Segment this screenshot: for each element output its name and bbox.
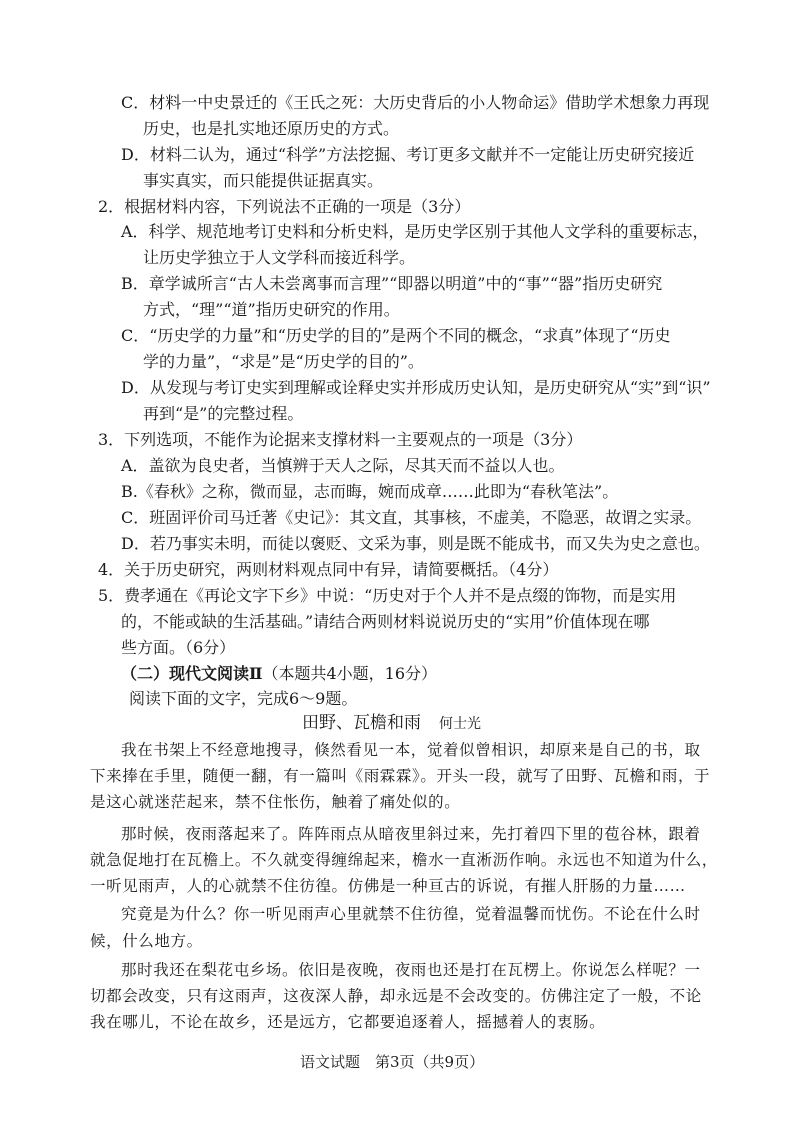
essay-line: 是这心就迷茫起来，禁不住怅伤，触着了痛处似的。 bbox=[90, 793, 461, 811]
essay-line: 候，什么地方。 bbox=[90, 932, 203, 950]
essay-line: 那时候，夜雨落起来了。阵阵雨点从暗夜里斜过来，先打着四下里的苞谷林，跟着 bbox=[121, 825, 701, 843]
section-heading bbox=[121, 664, 437, 684]
essay-title-row bbox=[302, 713, 481, 734]
q1-option-d-line2: 事实真实，而只能提供证据真实。 bbox=[143, 171, 384, 190]
q5-line1: 5．费孝通在《再论文字下乡》中说：“历史对于个人并不是点缀的饰物，而是实用 bbox=[98, 586, 677, 605]
q3-option-c: C．班固评价司马迁著《史记》：其文直，其事核，不虚美，不隐恶，故谓之实录。 bbox=[121, 508, 702, 527]
q3-option-d: D．若乃事实未明，而徒以褒贬、文采为事，则是既不能成书，而又失为史之意也。 bbox=[121, 534, 710, 553]
q2-stem: 2．根据材料内容，下列说法不正确的一项是（3分） bbox=[98, 197, 471, 216]
essay-line: 就急促地打在瓦檐上。不久就变得缠绵起来，檐水一直淅沥作响。永远也不知道为什么， bbox=[90, 851, 718, 869]
essay-line: 一听见雨声，人的心就禁不住彷徨。仿佛是一种亘古的诉说，有摧人肝肠的力量…… bbox=[90, 877, 686, 895]
essay-line: 究竟是为什么？你一听见雨声心里就禁不住彷徨，觉着温馨而忧伤。不论在什么时 bbox=[121, 905, 701, 923]
q2-option-a-line2: 让历史学独立于人文学科而接近科学。 bbox=[143, 248, 416, 267]
q3-option-a: A．盖欲为良史者，当慎辨于天人之际，尽其天而不益以人也。 bbox=[121, 456, 565, 475]
q3-stem: 3．下列选项，不能作为论据来支撑材料一主要观点的一项是（3分） bbox=[98, 430, 583, 449]
q2-option-d-line1: D．从发现与考订史实到理解或诠释史实并形成历史认知，是历史研究从“实”到“识” bbox=[121, 378, 711, 397]
q2-option-b-line2: 方式，“理”“道”指历史研究的作用。 bbox=[143, 300, 400, 319]
section-heading-label: （二）现代文阅读Ⅱ bbox=[121, 664, 263, 683]
section-instruction: 阅读下面的文字，完成6～9题。 bbox=[129, 689, 358, 708]
essay-line: 我在书架上不经意地搜寻，倏然看见一本，觉着似曾相识，却原来是自己的书，取 bbox=[121, 741, 701, 759]
q1-option-c-line2: 历史，也是扎实地还原历史的方式。 bbox=[143, 119, 400, 138]
q1-option-d-line1: D．材料二认为，通过“科学”方法挖掘、考订更多文献并不一定能让历史研究接近 bbox=[121, 145, 695, 164]
q5-line2: 的，不能或缺的生活基础。”请结合两则材料说说历史的“实用”价值体现在哪 bbox=[121, 612, 650, 631]
page-footer: 语文试题 第3页（共9页） bbox=[300, 1053, 485, 1071]
essay-line: 下来捧在手里，随便一翻，有一篇叫《雨霖霖》。开头一段，就写了田野、瓦檐和雨，于 bbox=[90, 767, 711, 785]
essay-title: 田野、瓦檐和雨 bbox=[302, 713, 421, 733]
q2-option-b-line1: B．章学诚所言“古人未尝离事而言理”“即器以明道”中的“事”“器”指历史研究 bbox=[121, 274, 663, 293]
essay-line: 切都会改变，只有这雨声，这夜深人静，却永远是不会改变的。仿佛注定了一般，不论 bbox=[90, 987, 702, 1005]
q4-stem: 4．关于历史研究，两则材料观点同中有异，请简要概括。（4分） bbox=[98, 560, 559, 579]
q2-option-a-line1: A．科学、规范地考订史料和分析史料，是历史学区别于其他人文学科的重要标志， bbox=[121, 222, 709, 241]
essay-line: 那时我还在梨花屯乡场。依旧是夜晚，夜雨也还是打在瓦楞上。你说怎么样呢？一 bbox=[121, 961, 701, 979]
essay-line: 我在哪儿，不论在故乡，还是远方，它都要追逐着人，摇撼着人的衷肠。 bbox=[90, 1013, 606, 1031]
q3-option-b: B.《春秋》之称，微而显，志而晦，婉而成章……此即为“春秋笔法”。 bbox=[121, 482, 619, 501]
q2-option-c-line1: C．“历史学的力量”和“历史学的目的”是两个不同的概念，“求真”体现了“历史 bbox=[121, 326, 671, 345]
q2-option-d-line2: 再到“是”的完整过程。 bbox=[143, 404, 304, 423]
q2-option-c-line2: 学的力量”，“求是”是“历史学的目的”。 bbox=[143, 352, 424, 371]
q1-option-c-line1: C．材料一中史景迁的《王氏之死：大历史背后的小人物命运》借助学术想象力再现 bbox=[121, 93, 710, 112]
section-heading-detail: （本题共4小题，16分） bbox=[262, 664, 438, 683]
q5-line3: 些方面。（6分） bbox=[121, 638, 236, 657]
essay-author: 何士光 bbox=[439, 716, 481, 732]
